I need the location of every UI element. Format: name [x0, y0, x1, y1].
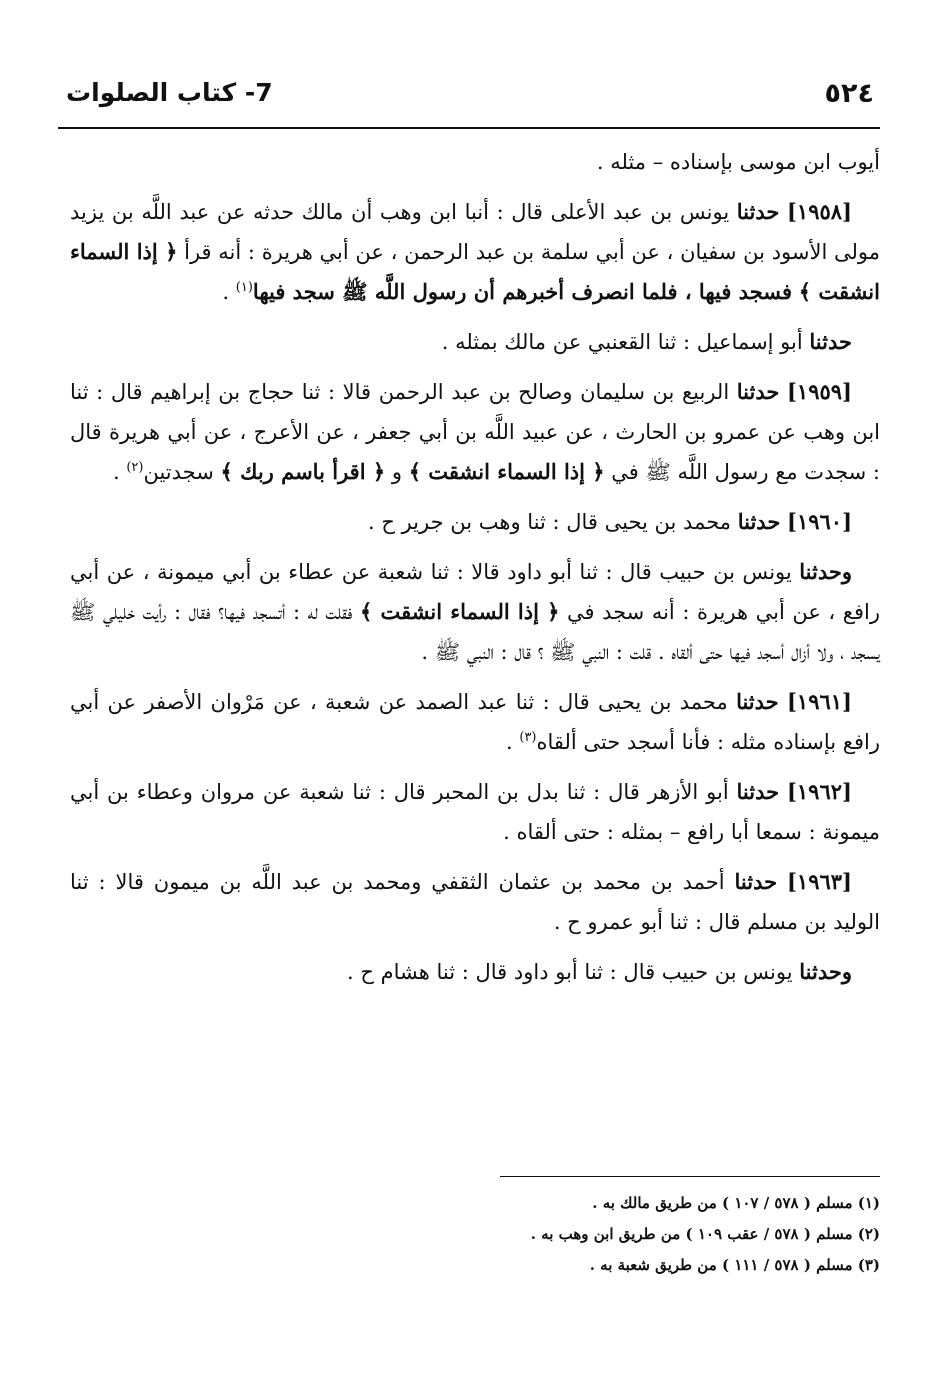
paragraph [70, 322, 880, 362]
footnote-2: (٢) مسلم ( ٥٧٨ / عقب ١٠٩ ) من طريق ابن وهب به . [530, 1225, 880, 1243]
hadith-number: [١٩٦٠] [787, 509, 852, 534]
paragraph-text: يونس بن حبيب قال : ثنا أبو داود قال : ثنا هشام ح . [347, 960, 793, 984]
lead-word: حدثنا [736, 779, 780, 804]
quran-citation: ﴿ إذا السماء انشقت ﴾ [359, 599, 560, 624]
hadith-number: [١٩٥٩] [786, 379, 852, 404]
lead-word: حدثنا [734, 869, 778, 894]
paragraph-text: أبو إسماعيل : ثنا القعنبي عن مالك بمثله . [441, 330, 803, 354]
header-divider [58, 127, 880, 129]
conjunction: و [391, 460, 402, 484]
hadith-text: أبو الأزهر قال : ثنا بدل بن المحبر قال : ثنا شعبة عن مروان وعطاء بن أبي ميمونة : سمعا أبا رافع – بمثله : حتى ألقاه . [70, 780, 880, 844]
paragraph [70, 552, 880, 672]
lead-word: حدثنا [736, 689, 779, 714]
hadith-1958 [70, 192, 880, 312]
hadith-number: [١٩٥٨] [786, 199, 852, 224]
hadith-text: محمد بن يحيى قال : ثنا وهب بن جرير ح . [367, 510, 732, 534]
lead-word: وحدثنا [799, 559, 852, 584]
book-title: 7- كتاب الصلوات [66, 78, 273, 107]
footnote-ref: (٢) [126, 460, 144, 475]
footnote-ref: (١) [235, 280, 253, 295]
hadith-text: الربيع بن سليمان وصالح بن عبد الرحمن قالا : ثنا حجاج بن إبراهيم قال : ثنا ابن وهب عن عمرو بن الحارث ، عن عبيد اللَّه بن أبي جعفر ، عن الأعرج ، عن أبي هريرة قال : سجدت مع رسول اللَّه ﷺ في [70, 380, 880, 484]
hadith-text: أحمد بن محمد بن عثمان الثقفي ومحمد بن عبد اللَّه بن ميمون قالا : ثنا الوليد بن مسلم قال : ثنا أبو عمرو ح . [70, 870, 880, 934]
footnote-3: (٣) مسلم ( ٥٧٨ / ١١١ ) من طريق شعبة به . [589, 1256, 880, 1274]
hadith-number: [١٩٦١] [786, 689, 852, 714]
hadith-1961 [70, 682, 880, 762]
hadith-text-end: . [505, 730, 513, 754]
quran-citation: ﴿ إذا السماء انشقت ﴾ [408, 459, 605, 484]
lead-word: حدثنا [736, 379, 780, 404]
hadith-text-end: . [222, 280, 230, 304]
lead-word: حدثنا [809, 329, 852, 354]
hadith-text: فسجد فيها ، فلما انصرف أخبرهم أن رسول اللَّه ﷺ سجد فيها [252, 279, 793, 304]
paragraph-text: يونس بن حبيب قال : ثنا أبو داود قالا : ثنا شعبة عن عطاء بن أبي ميمونة ، عن أبي رافع ، عن أبي هريرة : أنه سجد في [70, 560, 880, 624]
hadith-text: يونس بن عبد الأعلى قال : أنبا ابن وهب أن مالك حدثه عن عبد اللَّه بن يزيد مولى الأسود بن سفيان ، عن أبي سلمة بن عبد الرحمن ، عن أبي هريرة : أنه قرأ [70, 200, 880, 264]
paragraph [70, 952, 880, 992]
hadith-1960 [70, 502, 880, 542]
hadith-1963 [70, 862, 880, 942]
hadith-number: [١٩٦٣] [786, 869, 852, 894]
lead-word: حدثنا [737, 509, 781, 534]
main-text [70, 142, 880, 1002]
footnote-divider [500, 1176, 880, 1177]
page-number: ٥٢٤ [824, 78, 874, 109]
page-header [60, 78, 880, 120]
hadith-1962 [70, 772, 880, 852]
footnote-1: (١) مسلم ( ٥٧٨ / ١٠٧ ) من طريق مالك به . [592, 1194, 880, 1212]
hadith-text: سجدتين [143, 460, 214, 484]
hadith-number: [١٩٦٢] [786, 779, 852, 804]
footnote-ref: (٣) [519, 730, 537, 745]
quran-citation-2: ﴿ اقرأ باسم ربك ﴾ [220, 459, 386, 484]
paragraph [70, 142, 880, 182]
paragraph-text: فقلت له : أتسجد فيها؟ فقال : رأيت خليلي ﷺ يسجد ، ولا أزال أسجد فيها حتى ألقاه . قلت : النبي ﷺ ؟ قال : النبي ﷺ . [70, 600, 880, 664]
hadith-text-end: . [112, 460, 120, 484]
footnotes [60, 1188, 880, 1281]
paragraph-text: أيوب ابن موسى بإسناده – مثله . [596, 150, 880, 174]
hadith-1959 [70, 372, 880, 492]
hadith-text: محمد بن يحيى قال : ثنا عبد الصمد عن شعبة ، عن مَرْوان الأصفر عن أبي رافع بإسناده مثله : فأنا أسجد حتى ألقاه [70, 690, 880, 754]
lead-word: حدثنا [736, 199, 780, 224]
lead-word: وحدثنا [799, 959, 852, 984]
quran-citation: ﴿ إذا السماء انشقت ﴾ [70, 239, 880, 304]
